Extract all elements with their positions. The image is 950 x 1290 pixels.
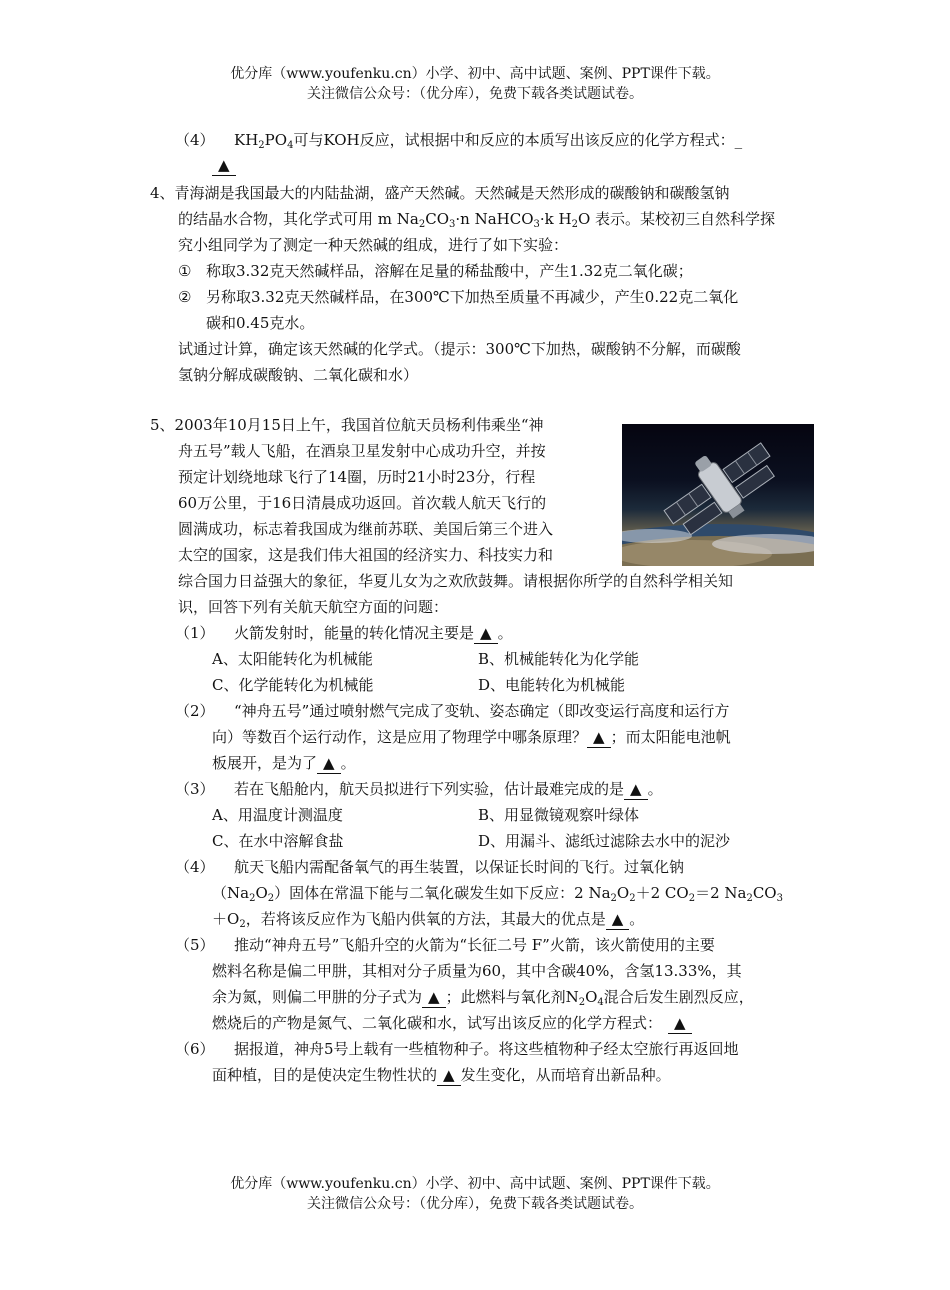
q5-intro-line-3: 预定计划绕地球飞行了14圈，历时21小时23分，行程 xyxy=(178,468,536,486)
q5-1-text: 火箭发射时，能量的转化情况主要是 ▲ 。 xyxy=(234,624,513,642)
q5-3-answer-blank[interactable]: ▲ xyxy=(624,779,648,800)
q5-4-answer-blank[interactable]: ▲ xyxy=(606,909,630,930)
q4-ask-line-1: 试通过计算，确定该天然碱的化学式。（提示：300℃下加热，碳酸钠不分解，而碳酸 xyxy=(178,340,741,358)
q5-1-answer-blank[interactable]: ▲ xyxy=(474,623,498,644)
q5-intro-line-6: 太空的国家，这是我们伟大祖国的经济实力、科技实力和 xyxy=(178,546,554,564)
q5-2-line-2: 向）等数百个运行动作，这是应用了物理学中哪条原理？ ▲ ；而太阳能电池帆 xyxy=(212,728,731,746)
header-line-1: 优分库（www.youfenku.cn）小学、初中、高中试题、案例、PPT课件下载。 xyxy=(230,66,720,82)
q5-2-line-3: 板展开，是为了 ▲ 。 xyxy=(212,754,356,772)
q5-6-number: （6） xyxy=(175,1040,215,1058)
q4-step1: 称取3.32克天然碱样品，溶解在足量的稀盐酸中，产生1.32克二氧化碳； xyxy=(206,262,693,280)
q5-5-answer-blank-2[interactable]: ▲ xyxy=(668,1013,692,1034)
q5-intro-line-1: 5、2003年10月15日上午，我国首位航天员杨利伟乘坐“神 xyxy=(150,416,544,434)
q4-ask-line-2: 氢钠分解成碳酸钠、二氧化碳和水） xyxy=(178,366,419,384)
q3-4-text: $KH_2PO_4$可与KOH反应，试根据中和反应的本质写出该反应的化学方程式：_ xyxy=(234,131,743,151)
q5-3-option-b: B、用显微镜观察叶绿体 xyxy=(478,806,640,824)
q5-1-option-d: D、电能转化为机械能 xyxy=(478,676,626,694)
q4-step1-number: ① xyxy=(178,262,192,280)
q5-2-number: （2） xyxy=(175,702,215,720)
q5-2-line-1: “神舟五号”通过喷射燃气完成了变轨、姿态确定（即改变运行高度和运行方 xyxy=(234,702,730,720)
q5-3-text: 若在飞船舱内，航天员拟进行下列实验，估计最难完成的是 ▲ 。 xyxy=(234,780,663,798)
q5-5-answer-blank-1[interactable]: ▲ xyxy=(422,987,446,1008)
q5-6-line-2: 面种植，目的是使决定生物性状的 ▲ 发生变化，从而培育出新品种。 xyxy=(212,1066,671,1084)
footer-line-1: 优分库（www.youfenku.cn）小学、初中、高中试题、案例、PPT课件下载。 xyxy=(230,1176,720,1192)
q5-intro-line-2: 舟五号”载人飞船，在酒泉卫星发射中心成功升空，并按 xyxy=(178,442,546,460)
q5-intro-line-5: 圆满成功，标志着我国成为继前苏联、美国后第三个进入 xyxy=(178,520,554,538)
q5-5-line-2: 燃料名称是偏二甲肼，其相对分子质量为60，其中含碳40%，含氢13.33%，其 xyxy=(212,962,742,980)
q5-4-number: （4） xyxy=(175,858,215,876)
q5-5-number: （5） xyxy=(175,936,215,954)
q5-intro-line-8: 识，回答下列有关航天航空方面的问题： xyxy=(178,598,449,616)
q5-1-option-c: C、化学能转化为机械能 xyxy=(212,676,374,694)
q5-3-number: （3） xyxy=(175,780,215,798)
q5-6-answer-blank[interactable]: ▲ xyxy=(437,1065,461,1086)
q5-3-option-d: D、用漏斗、滤纸过滤除去水中的泥沙 xyxy=(478,832,731,850)
q4-step2-line-2: 碳和0.45克水。 xyxy=(206,314,315,332)
q5-4-line-1: 航天飞船内需配备氧气的再生装置，以保证长时间的飞行。过氧化钠 xyxy=(234,858,685,876)
spacecraft-illustration xyxy=(622,424,814,566)
header-line-2: 关注微信公众号：（优分库），免费下载各类试题试卷。 xyxy=(307,86,643,102)
q5-1-number: （1） xyxy=(175,624,215,642)
q5-2-answer-blank-1[interactable]: ▲ xyxy=(587,727,611,748)
q5-1-option-a: A、太阳能转化为机械能 xyxy=(212,650,373,668)
q5-3-option-c: C、在水中溶解食盐 xyxy=(212,832,344,850)
q5-4-line-3: $+O_2$，若将该反应作为飞船内供氧的方法，其最大的优点是 ▲ 。 xyxy=(212,910,645,930)
q5-5-line-3: 余为氮，则偏二甲肼的分子式为 ▲ ；此燃料与氧化剂$N_2O_4$混合后发生剧烈反应， xyxy=(212,988,754,1008)
q5-5-line-1: 推动“神舟五号”飞船升空的火箭为“长征二号 F”火箭，该火箭使用的主要 xyxy=(234,936,715,954)
footer-line-2: 关注微信公众号：（优分库），免费下载各类试题试卷。 xyxy=(307,1196,643,1212)
q4-step2-line-1: 另称取3.32克天然碱样品，在300℃下加热至质量不再减少，产生0.22克二氧化 xyxy=(206,288,739,306)
q5-intro-line-7: 综合国力日益强大的象征，华夏儿女为之欢欣鼓舞。请根据你所学的自然科学相关知 xyxy=(178,572,734,590)
q5-4-line-2: $(Na_2O_2)$固体在常温下能与二氧化碳发生如下反应：2 $Na_2O_2+2$ $CO_2=2$ $Na_2CO_3$ xyxy=(212,884,783,904)
q3-4-number: （4） xyxy=(175,131,215,149)
spacecraft-photo xyxy=(622,424,814,566)
q4-line-1: 4、青海湖是我国最大的内陆盐湖，盛产天然碱。天然碱是天然形成的碳酸钠和碳酸氢钠 xyxy=(150,184,730,202)
q4-line-2: 的结晶水合物，其化学式可用 m $Na_2CO_3\cdot n$ NaHCO$_3$·k $H_2O$ 表示。某校初三自然科学探 xyxy=(178,210,776,230)
q5-1-option-b: B、机械能转化为化学能 xyxy=(478,650,640,668)
q5-6-line-1: 据报道，神舟5号上载有一些植物种子。将这些植物种子经太空旅行再返回地 xyxy=(234,1040,739,1058)
q5-5-line-4: 燃烧后的产物是氮气、二氧化碳和水，试写出该反应的化学方程式： ▲ xyxy=(212,1010,692,1036)
q5-3-option-a: A、用温度计测温度 xyxy=(212,806,343,824)
q3-4-answer-blank[interactable]: ▲ xyxy=(212,152,236,178)
q5-intro-line-4: 60万公里，于16日清晨成功返回。首次载人航天飞行的 xyxy=(178,494,547,512)
q4-step2-number: ② xyxy=(178,288,192,306)
q5-2-answer-blank-2[interactable]: ▲ xyxy=(317,753,341,774)
q4-line-3: 究小组同学为了测定一种天然碱的组成，进行了如下实验： xyxy=(178,236,569,254)
